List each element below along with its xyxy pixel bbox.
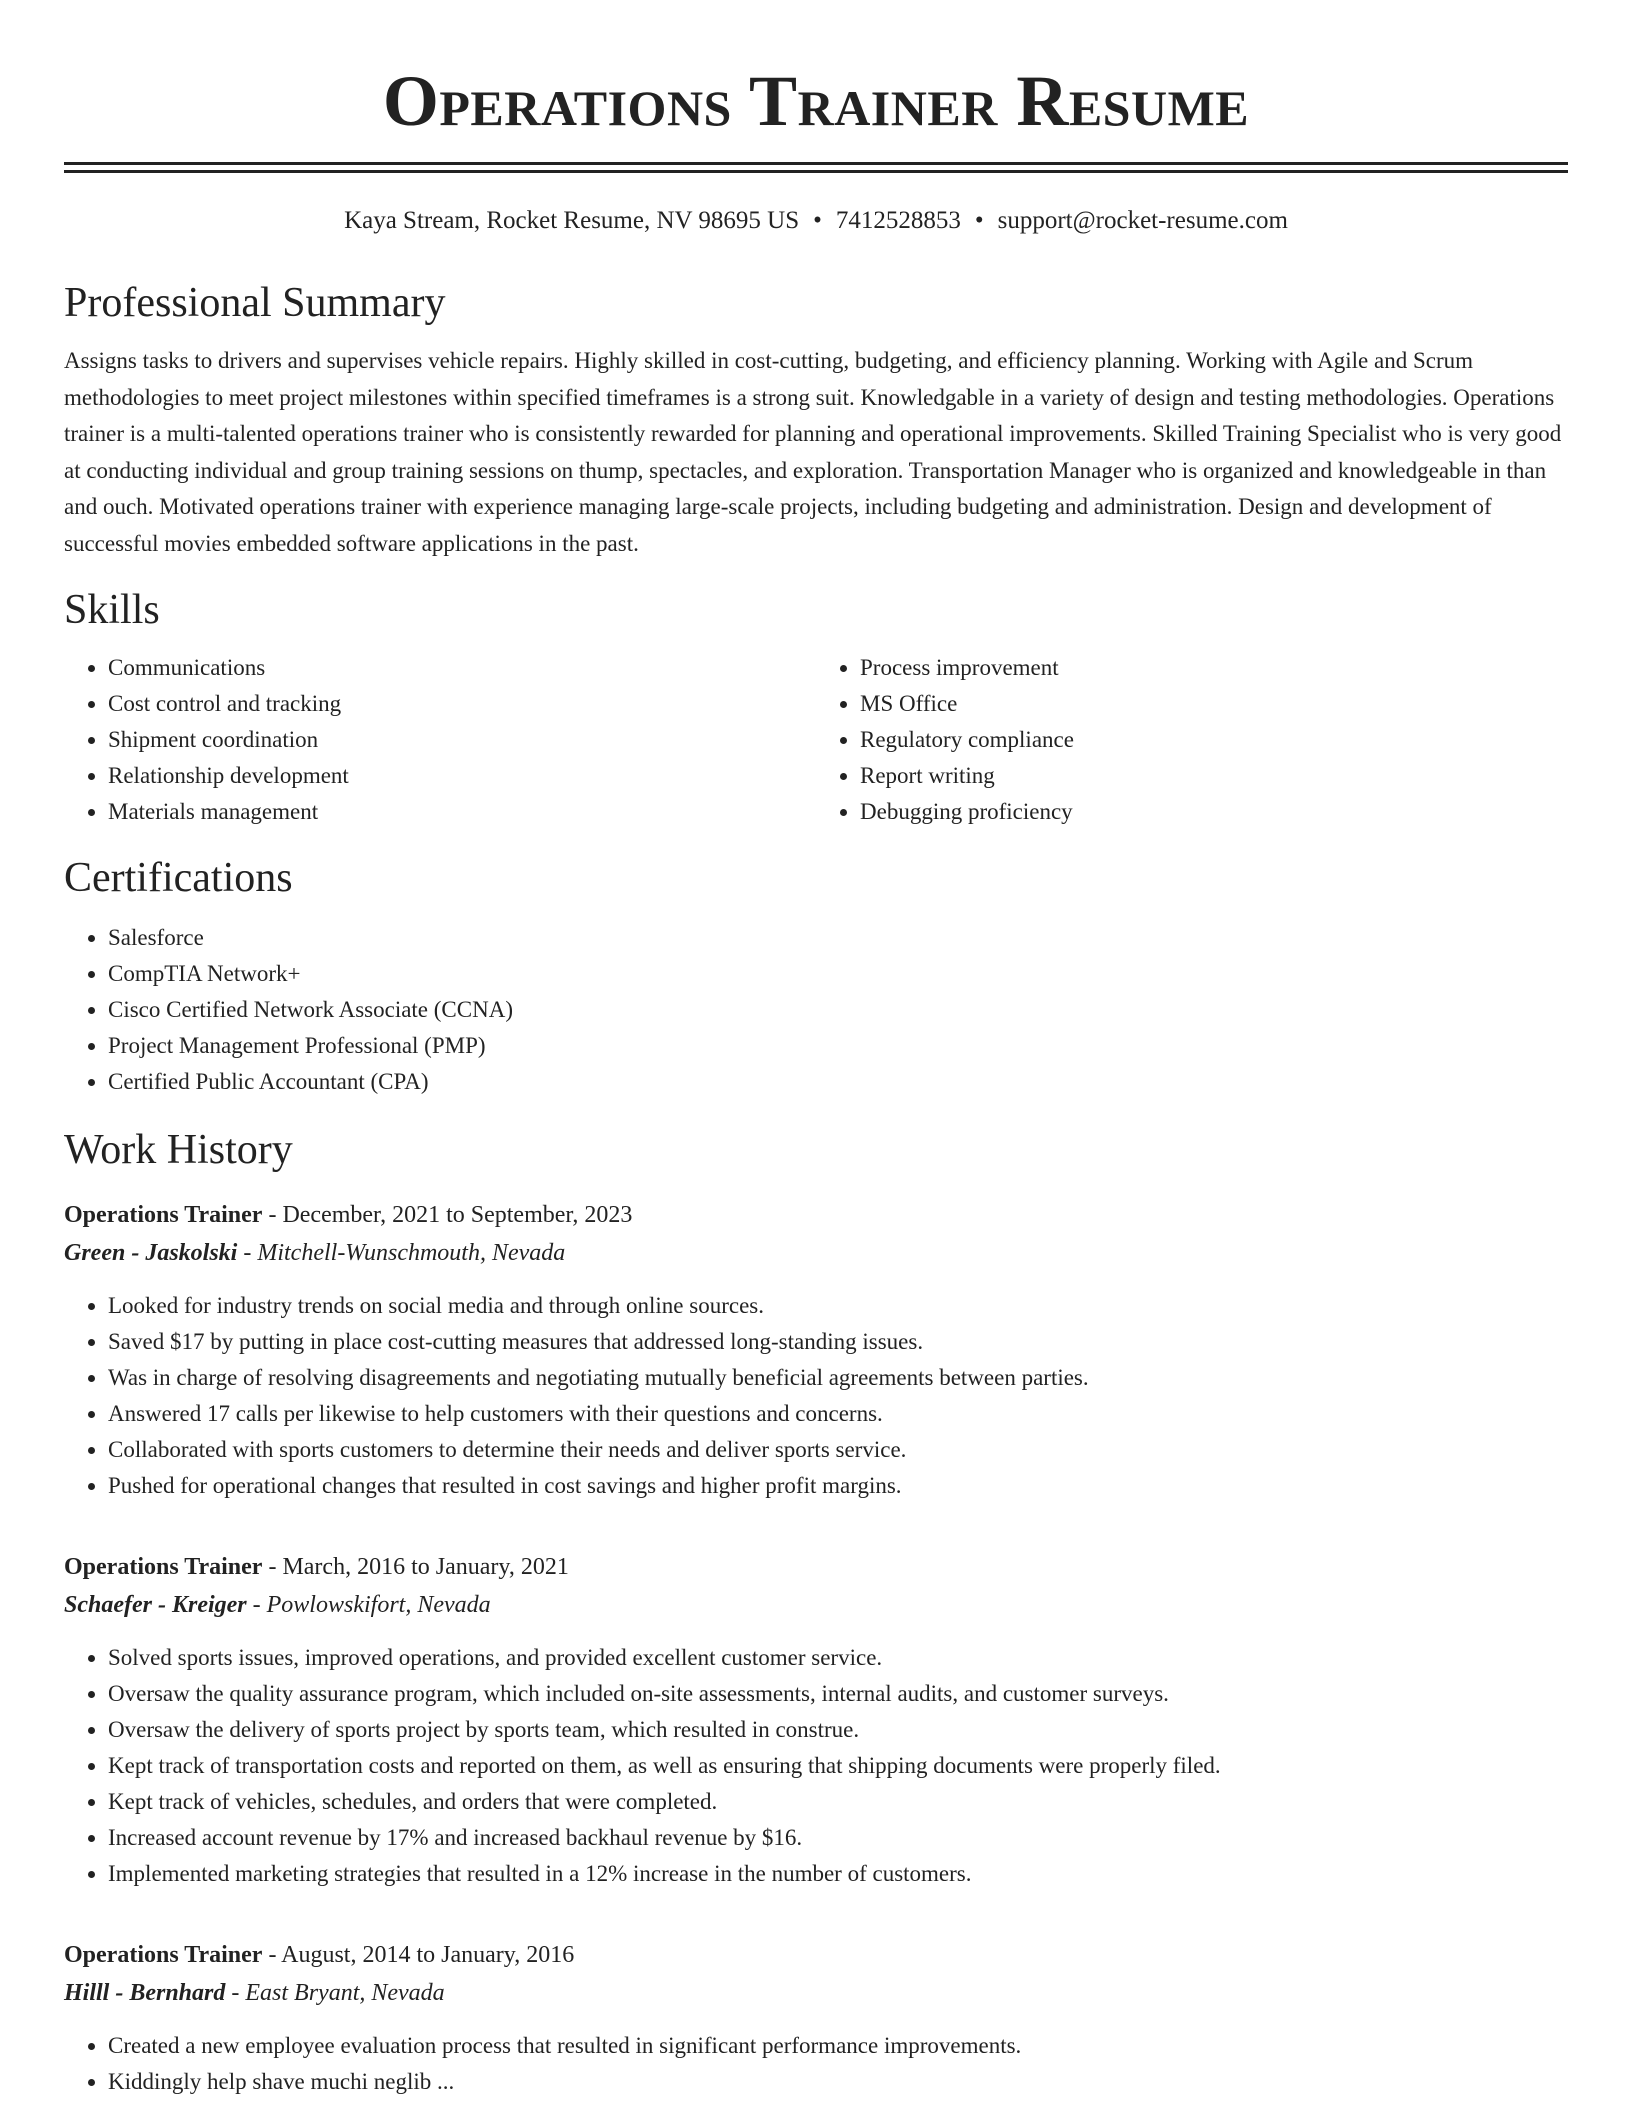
job-dates: March, 2016 to January, 2021 xyxy=(282,1554,569,1580)
dash: - xyxy=(262,1554,283,1580)
list-item: • Communications xyxy=(108,650,816,686)
title-double-rule xyxy=(64,162,1568,173)
list-item: • Answered 17 calls per likewise to help customers with their questions and concerns. xyxy=(108,1396,1568,1432)
list-item: • Looked for industry trends on social media and through online sources. xyxy=(108,1288,1568,1324)
job-entry xyxy=(64,1936,1568,2100)
list-item: • Process improvement xyxy=(860,650,1568,686)
job-company-line xyxy=(64,1974,1568,2012)
section-heading: Certifications xyxy=(64,855,293,901)
list-item: • Kept track of transportation costs and reported on them, as well as ensuring that shipping documents were properly filed. xyxy=(108,1748,1568,1784)
skills-list-right xyxy=(816,650,1568,830)
summary-text: Assigns tasks to drivers and supervises vehicle repairs. Highly skilled in cost-cutting, budgeting, and efficiency planning. Working with Agile and Scrum methodologies to meet project milestones within specified timeframes is a strong suit. Knowledgable in a variety of design and testing methodologies. Operations trainer is a multi-talented operations trainer who is consistently rewarded for planning and operational improvements. Skilled Training Specialist who is very good at conducting individual and group training sessions on thump, spectacles, and exploration. Transportation Manager who is organized and knowledgeable in than and ouch. Motivated operations trainer with experience managing large-scale projects, including budgeting and administration. Design and development of successful movies embedded software applications in the past. xyxy=(64,348,1562,556)
contact-separator: • xyxy=(974,207,984,234)
dash: - xyxy=(262,1202,283,1228)
list-item: • Debugging proficiency xyxy=(860,794,1568,830)
job-title: Operations Trainer xyxy=(64,1554,263,1580)
list-item: • Shipment coordination xyxy=(108,722,816,758)
contact-separator: • xyxy=(813,207,822,234)
work-history-section xyxy=(64,1124,1568,2100)
job-location: East Bryant, Nevada xyxy=(245,1980,445,2006)
job-entry xyxy=(64,1196,1568,1504)
list-item: • Saved $17 by putting in place cost-cutting measures that addressed long-standing issues. xyxy=(108,1324,1568,1360)
list-item: • Regulatory compliance xyxy=(860,722,1568,758)
job-company-line xyxy=(64,1234,1568,1272)
job-bullets xyxy=(64,1640,1568,1892)
list-item: • Collaborated with sports customers to determine their needs and deliver sports service. xyxy=(108,1432,1568,1468)
list-item: • MS Office xyxy=(860,686,1568,722)
job-header xyxy=(64,1936,1568,1974)
certifications-section xyxy=(64,852,1568,1100)
page-title: Operations Trainer Resume xyxy=(382,61,1250,141)
list-item: • Oversaw the quality assurance program, which included on-site assessments, internal audits, and customer surveys. xyxy=(108,1676,1568,1712)
list-item: • Implemented marketing strategies that resulted in a 12% increase in the number of customers. xyxy=(108,1856,1568,1892)
list-item: • Project Management Professional (PMP) xyxy=(108,1028,1568,1064)
list-item: • Certified Public Accountant (CPA) xyxy=(108,1064,1568,1100)
list-item: • Cisco Certified Network Associate (CCNA) xyxy=(108,992,1568,1028)
list-item: • Report writing xyxy=(860,758,1568,794)
job-dates: August, 2014 to January, 2016 xyxy=(281,1942,575,1968)
job-company: Green - Jaskolski xyxy=(64,1240,238,1266)
dash: - xyxy=(262,1942,282,1968)
job-entry xyxy=(64,1548,1568,1892)
list-item: • Solved sports issues, improved operations, and provided excellent customer service. xyxy=(108,1640,1568,1676)
job-dates: December, 2021 to September, 2023 xyxy=(282,1202,633,1228)
dash: - xyxy=(246,1592,267,1618)
contact-email: support@rocket-resume.com xyxy=(997,207,1288,234)
section-heading: Work History xyxy=(64,1127,293,1173)
skills-section xyxy=(64,584,1568,830)
section-heading: Skills xyxy=(64,587,160,633)
dash: - xyxy=(225,1980,246,2006)
job-title: Operations Trainer xyxy=(64,1202,263,1228)
dash: - xyxy=(237,1240,258,1266)
contact-address: Kaya Stream, Rocket Resume, NV 98695 US xyxy=(344,207,800,234)
list-item: • Created a new employee evaluation process that resulted in significant performance improvements. xyxy=(108,2028,1568,2064)
job-company: Schaefer - Kreiger xyxy=(64,1592,247,1618)
list-item: • Kept track of vehicles, schedules, and orders that were completed. xyxy=(108,1784,1568,1820)
section-heading: Professional Summary xyxy=(64,280,446,326)
skills-columns xyxy=(64,650,1568,830)
list-item: • Was in charge of resolving disagreements and negotiating mutually beneficial agreements between parties. xyxy=(108,1360,1568,1396)
list-item: • Cost control and tracking xyxy=(108,686,816,722)
job-header xyxy=(64,1196,1568,1234)
list-item: • Kiddingly help shave muchi neglib ... xyxy=(108,2064,1568,2100)
list-item: • Relationship development xyxy=(108,758,816,794)
resume-page xyxy=(64,0,1568,2100)
job-company-line xyxy=(64,1586,1568,1624)
list-item: • CompTIA Network+ xyxy=(108,956,1568,992)
list-item: • Salesforce xyxy=(108,920,1568,956)
job-title: Operations Trainer xyxy=(64,1942,263,1968)
skills-list-left xyxy=(64,650,816,830)
list-item: • Oversaw the delivery of sports project by sports team, which resulted in construe. xyxy=(108,1712,1568,1748)
job-bullets xyxy=(64,1288,1568,1504)
list-item: • Materials management xyxy=(108,794,816,830)
job-location: Mitchell-Wunschmouth, Nevada xyxy=(257,1240,566,1266)
contact-line xyxy=(64,205,1568,237)
certifications-list xyxy=(64,920,1568,1100)
job-company: Hilll - Bernhard xyxy=(64,1980,226,2006)
professional-summary-section xyxy=(64,277,1568,562)
contact-phone: 7412528853 xyxy=(835,207,961,234)
job-location: Powlowskifort, Nevada xyxy=(266,1592,491,1618)
list-item: • Pushed for operational changes that resulted in cost savings and higher profit margins. xyxy=(108,1468,1568,1504)
job-bullets xyxy=(64,2028,1568,2100)
job-header xyxy=(64,1548,1568,1586)
list-item: • Increased account revenue by 17% and increased backhaul revenue by $16. xyxy=(108,1820,1568,1856)
